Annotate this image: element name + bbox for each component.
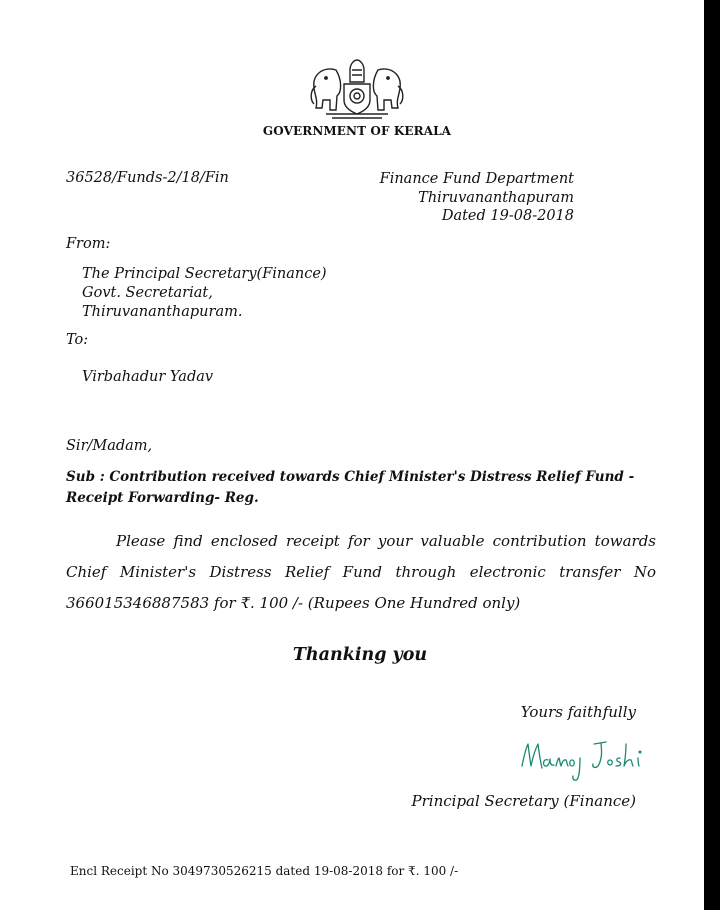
department-address: [380, 170, 574, 226]
letter-date: Dated 19-08-2018: [441, 208, 574, 224]
reference-number: 36528/Funds-2/18/Fin: [66, 170, 229, 186]
sender-line-3: Thiruvananthapuram.: [82, 304, 243, 320]
department-name: Finance Fund Department: [379, 171, 574, 187]
letter-body: Please find enclosed receipt for your valuable contribution towards Chief Minister's Distress Relief Fund through electronic transfer No 366015346887583 for ₹. 100 /- (Rupees One Hundred only): [66, 532, 656, 612]
recipient-name: Virbahadur Yadav: [82, 369, 214, 385]
thanking-line: Thanking you: [292, 645, 428, 665]
signature-image: [516, 730, 656, 786]
subject-line: Sub : Contribution received towards Chief Minister's Distress Relief Fund - Receipt Forwarding- Reg.: [66, 469, 635, 506]
from-label: From:: [66, 236, 111, 252]
sender-line-2: Govt. Secretariat,: [82, 285, 213, 301]
kerala-government-emblem-icon: [306, 56, 408, 120]
sender-address: [82, 265, 327, 322]
to-label: To:: [66, 332, 89, 348]
government-title: GOVERNMENT OF KERALA: [262, 124, 452, 138]
department-city: Thiruvananthapuram: [418, 189, 574, 206]
signatory-designation: Principal Secretary (Finance): [411, 792, 636, 810]
salutation: Sir/Madam,: [66, 438, 153, 454]
sender-line-1: The Principal Secretary(Finance): [82, 266, 327, 282]
yours-faithfully: Yours faithfully: [520, 703, 636, 721]
enclosure-note: Encl Receipt No 3049730526215 dated 19-08-2018 for ₹. 100 /-: [70, 864, 459, 878]
